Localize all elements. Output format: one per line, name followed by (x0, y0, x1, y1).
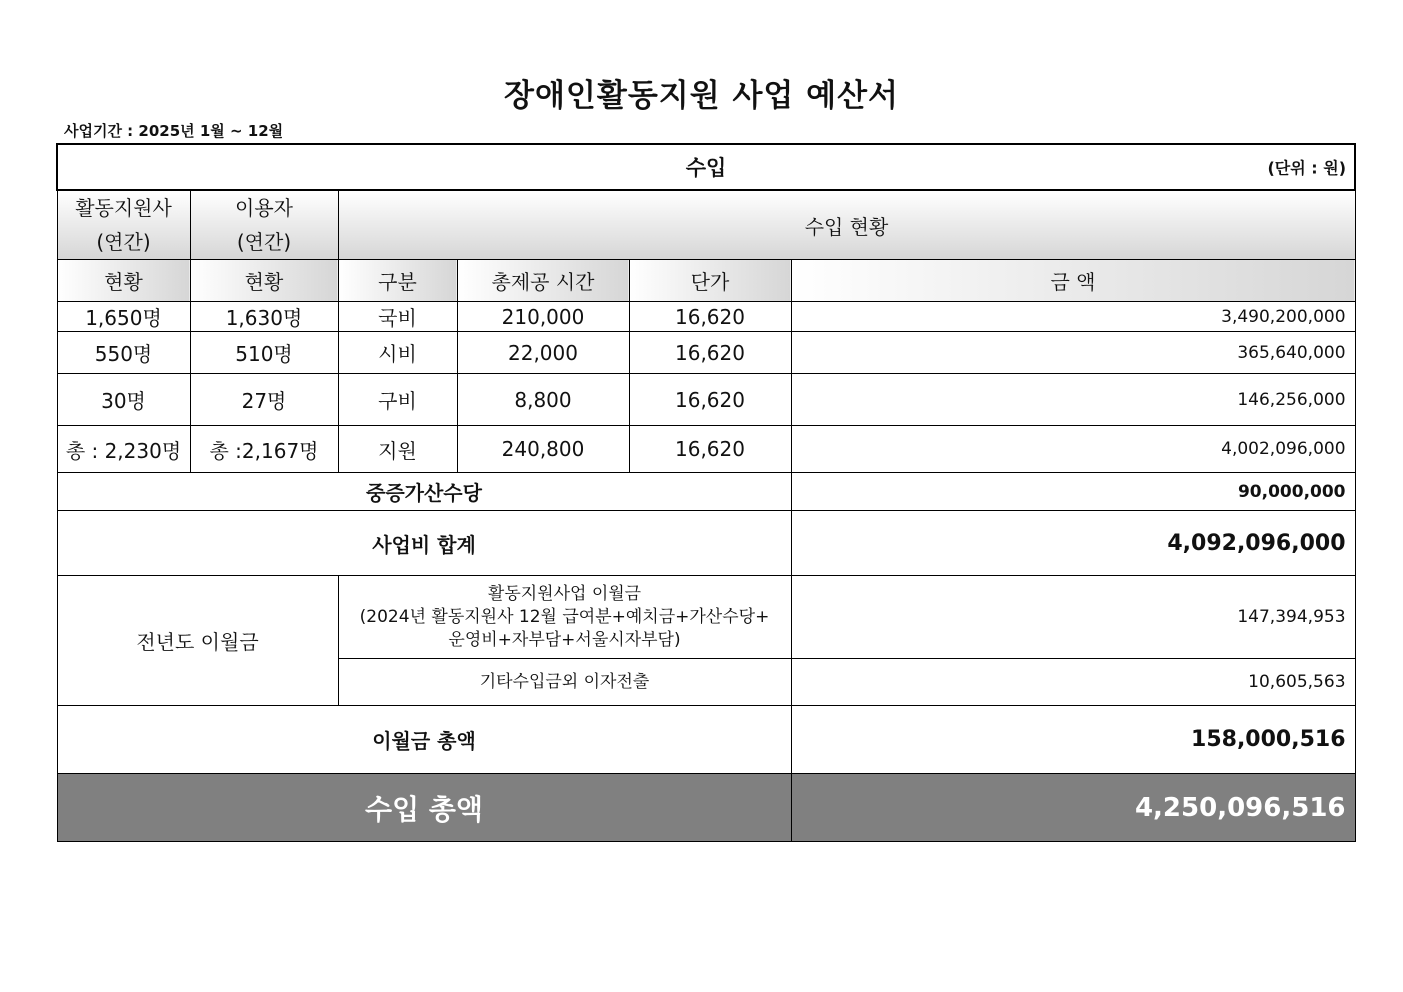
user-header-line1: 이용자 (235, 196, 293, 220)
helpers-cell: 총 : 2,230명 (57, 426, 190, 473)
hours-header: 총제공 시간 (457, 260, 629, 302)
carryover-item1 (338, 576, 791, 659)
unit-price-cell: 16,620 (629, 426, 791, 473)
unit-price-header: 단가 (629, 260, 791, 302)
carryover-item2-amount: 10,605,563 (791, 659, 1355, 706)
amount-header: 금 액 (791, 260, 1355, 302)
table-row (57, 374, 1355, 426)
amount-cell: 3,490,200,000 (791, 302, 1355, 332)
carryover-item1-line2: (2024년 활동지원사 12월 급여분+예치금+가산수당+ (359, 606, 770, 627)
carryover-item1-line3: 운영비+자부담+서울시자부담) (448, 629, 681, 650)
budget-document (56, 143, 1354, 842)
unit-price-cell: 16,620 (629, 374, 791, 426)
document-title: 장애인활동지원 사업 예산서 (504, 78, 899, 114)
severe-allowance-label: 중증가산수당 (57, 473, 791, 511)
income-total-amount: 4,250,096,516 (791, 774, 1355, 842)
carryover-total-row (57, 706, 1355, 774)
amount-cell: 365,640,000 (791, 332, 1355, 374)
budget-table (56, 143, 1356, 842)
project-total-row (57, 511, 1355, 576)
project-total-amount: 4,092,096,000 (791, 511, 1355, 576)
hours-cell: 240,800 (457, 426, 629, 473)
table-row (57, 302, 1355, 332)
hours-cell: 210,000 (457, 302, 629, 332)
severe-allowance-amount: 90,000,000 (791, 473, 1355, 511)
income-total-row (57, 774, 1355, 842)
helper-status-header: 현황 (57, 260, 190, 302)
income-header-row (57, 144, 1355, 190)
income-total-label: 수입 총액 (57, 774, 791, 842)
helper-header (57, 190, 190, 260)
category-header: 구분 (338, 260, 457, 302)
users-cell: 27명 (190, 374, 338, 426)
carryover-item1-line1: 활동지원사업 이월금 (487, 583, 642, 604)
helpers-cell: 30명 (57, 374, 190, 426)
user-status-header: 현황 (190, 260, 338, 302)
hours-cell: 8,800 (457, 374, 629, 426)
hours-cell: 22,000 (457, 332, 629, 374)
helpers-cell: 1,650명 (57, 302, 190, 332)
category-cell: 시비 (338, 332, 457, 374)
unit-label: (단위 : 원) (1267, 158, 1347, 178)
amount-cell: 4,002,096,000 (791, 426, 1355, 473)
users-cell: 총 :2,167명 (190, 426, 338, 473)
column-header-row-2 (57, 260, 1355, 302)
category-cell: 구비 (338, 374, 457, 426)
unit-price-cell: 16,620 (629, 332, 791, 374)
amount-cell: 146,256,000 (791, 374, 1355, 426)
carryover-item2-label: 기타수입금외 이자전출 (338, 659, 791, 706)
category-cell: 국비 (338, 302, 457, 332)
helpers-cell: 550명 (57, 332, 190, 374)
severe-allowance-row (57, 473, 1355, 511)
project-period: 사업기간 : 2025년 1월 ~ 12월 (64, 122, 284, 140)
unit-price-cell: 16,620 (629, 302, 791, 332)
project-total-label: 사업비 합계 (57, 511, 791, 576)
table-row (57, 332, 1355, 374)
income-header-cell (57, 144, 1355, 190)
carryover-total-amount: 158,000,516 (791, 706, 1355, 774)
user-header (190, 190, 338, 260)
category-cell: 지원 (338, 426, 457, 473)
income-header-label: 수입 (685, 156, 727, 180)
column-header-row-1 (57, 190, 1355, 260)
users-cell: 510명 (190, 332, 338, 374)
helper-header-line2: (연간) (96, 230, 151, 254)
user-header-line2: (연간) (236, 230, 292, 254)
table-row (57, 426, 1355, 473)
users-cell: 1,630명 (190, 302, 338, 332)
helper-header-line1: 활동지원사 (75, 196, 172, 220)
carryover-label: 전년도 이월금 (57, 576, 338, 706)
income-status-header: 수입 현황 (338, 190, 1355, 260)
carryover-total-label: 이월금 총액 (57, 706, 791, 774)
carryover-row-1 (57, 576, 1355, 659)
carryover-item1-amount: 147,394,953 (791, 576, 1355, 659)
